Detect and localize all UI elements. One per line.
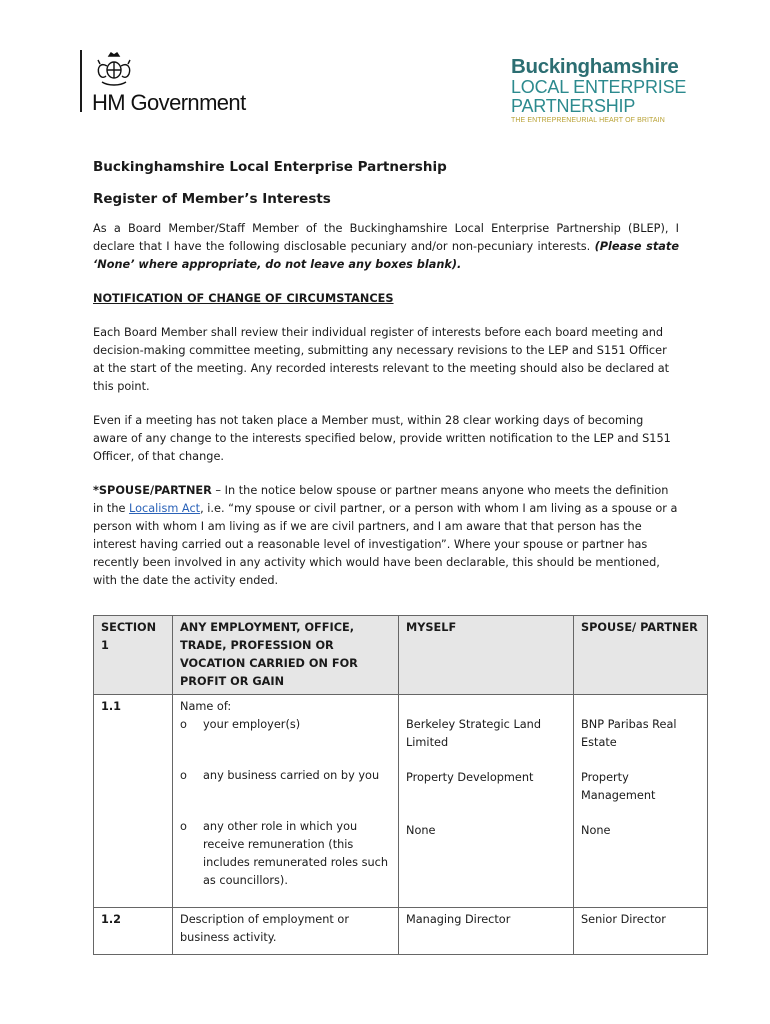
interests-table <box>93 615 708 955</box>
localism-act-link[interactable]: Localism Act <box>129 502 201 515</box>
partner-other-role: None <box>581 824 611 837</box>
row-label-cell <box>173 695 399 908</box>
spouse-text-a: – In the notice below spouse or partner means anyone who meets the definition in the <box>93 484 669 515</box>
header-section: SECTION 1 <box>94 616 173 695</box>
partner-business: Property Management <box>581 771 656 802</box>
partner-cell <box>574 695 708 908</box>
list-item: o any other role in which you receive remuneration (this includes remunerated roles such as councillors). <box>180 820 389 887</box>
table-row <box>94 695 708 908</box>
blep-logo-line2: LOCAL ENTERPRISE <box>511 77 687 97</box>
spouse-text-b: , i.e. “my spouse or civil partner, or a person with whom I am living as a spouse or a person with whom I am living as if we are civil partners, and I am aware that that person has the interest having carried out a reasonable level of investigation”. Where your spouse or partner has recently been involved in any activity which would have been declarable, this should be mentioned, with the date the activity ended. <box>93 502 678 587</box>
logo-rule <box>80 50 82 112</box>
myself-other-role: None <box>406 824 436 837</box>
review-paragraph: Each Board Member shall review their individual register of interests before each board meeting and decision-making committee meeting, submitting any necessary revisions to the LEP and S151 Officer at the start of the meeting. Any recorded interests relevant to the meeting should also be declared at this point. <box>93 326 670 393</box>
royal-coat-of-arms-icon <box>94 52 134 90</box>
hmg-wordmark: HM Government <box>92 90 246 115</box>
intro-paragraph <box>93 220 679 274</box>
spouse-label: *SPOUSE/PARTNER <box>93 484 212 497</box>
intro-text: As a Board Member/Staff Member of the Buckinghamshire Local Enterprise Partnership (BLEP), I declare that I have the following disclosable pecuniary and/or non-pecuniary interests. <box>93 222 679 253</box>
blep-logo-line3: PARTNERSHIP <box>511 96 636 116</box>
document-body <box>93 157 679 606</box>
partner-description: Senior Director <box>574 908 708 955</box>
myself-cell <box>399 695 574 908</box>
table-row <box>94 908 708 955</box>
notification-heading <box>93 290 679 308</box>
description-label: Description of employment or business activity. <box>173 908 399 955</box>
blep-logo-tagline: THE ENTREPRENEURIAL HEART OF BRITAIN <box>511 117 665 124</box>
document-subtitle: Register of Member’s Interests <box>93 191 331 207</box>
myself-description: Managing Director <box>399 908 574 955</box>
blep-logo-line1: Buckinghamshire <box>511 55 679 78</box>
notification-heading-text: NOTIFICATION OF CHANGE OF CIRCUMSTANCES <box>93 292 394 305</box>
change-paragraph: Even if a meeting has not taken place a Member must, within 28 clear working days of becoming aware of any change to the interests specified below, provide written notification to the LEP and S151 Officer, of that change. <box>93 414 671 463</box>
section-number: 1.1 <box>94 695 173 908</box>
header-myself: MYSELF <box>399 616 574 695</box>
header-partner: SPOUSE/ PARTNER <box>574 616 708 695</box>
intro-emphasis: (Please state ‘None’ where appropriate, do not leave any boxes blank). <box>93 240 679 271</box>
table-header-row <box>94 616 708 695</box>
list-item: o any business carried on by you <box>180 769 380 782</box>
myself-employer: Berkeley Strategic Land Limited <box>406 718 542 749</box>
spouse-paragraph <box>93 482 679 590</box>
blep-logo <box>511 56 711 124</box>
list-item: o your employer(s) <box>180 718 301 731</box>
header-employment: ANY EMPLOYMENT, OFFICE, TRADE, PROFESSION OR VOCATION CARRIED ON FOR PROFIT OR GAIN <box>173 616 399 695</box>
partner-employer: BNP Paribas Real Estate <box>581 718 677 749</box>
document-title: Buckinghamshire Local Enterprise Partnership <box>93 159 447 175</box>
myself-business: Property Development <box>406 771 534 784</box>
name-of-label: Name of: <box>180 700 232 713</box>
section-number: 1.2 <box>94 908 173 955</box>
